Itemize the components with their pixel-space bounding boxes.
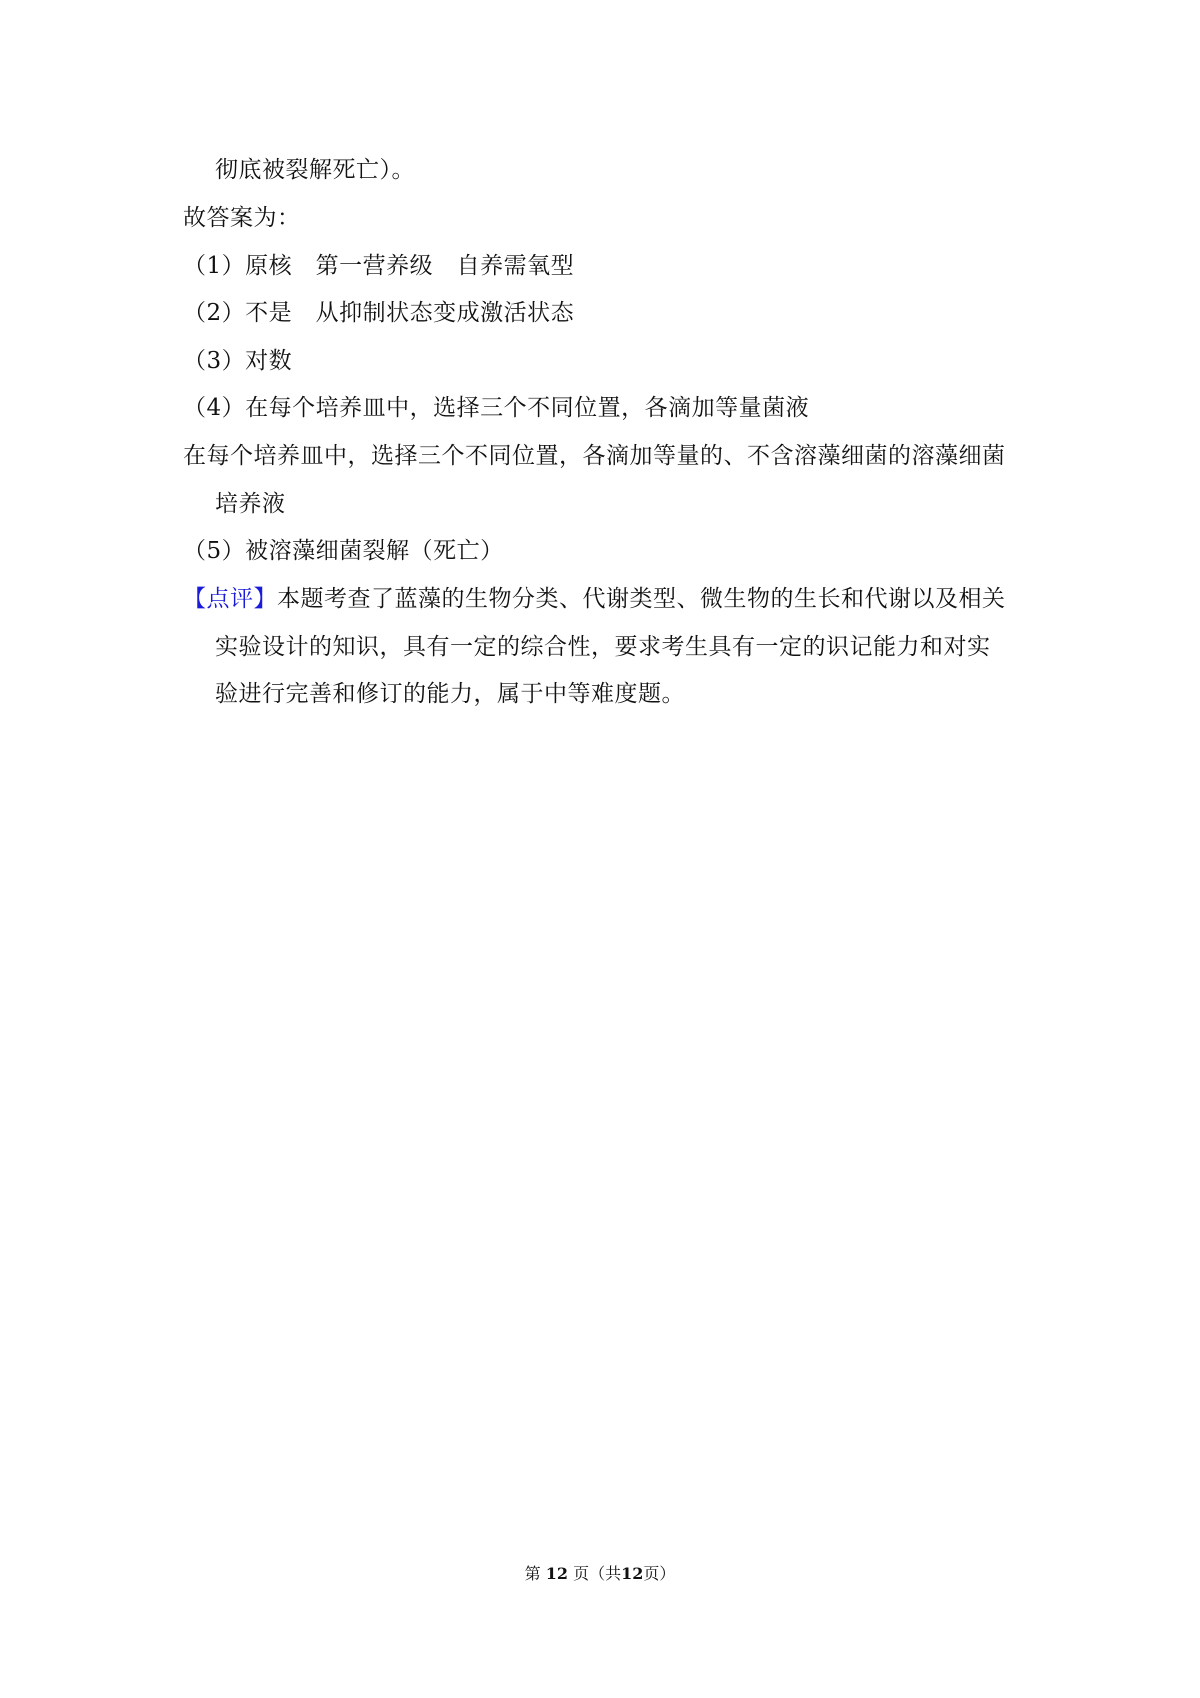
comment-tag: 【点评】 (183, 586, 277, 612)
footer-suffix: 页） (643, 1564, 676, 1583)
answer-item-4-wrap: 培养液 (215, 491, 286, 517)
answer-item-5: （5）被溶藻细菌裂解（死亡） (183, 538, 504, 564)
answer-item-3: （3）对数 (183, 348, 293, 374)
answer-heading: 故答案为： (183, 205, 301, 231)
footer-total-pages: 12 (621, 1564, 644, 1583)
footer-middle: 页（共 (573, 1564, 622, 1583)
answer-item-4: （4）在每个培养皿中，选择三个不同位置，各滴加等量菌液 (183, 395, 810, 421)
comment-text: 本题考查了蓝藻的生物分类、代谢类型、微生物的生长和代谢以及相关 (277, 586, 1006, 612)
answer-item-1: （1）原核 第一营养级 自养需氧型 (183, 253, 575, 279)
answer-item-2: （2）不是 从抑制状态变成激活状态 (183, 300, 575, 326)
comment-line-2: 实验设计的知识，具有一定的综合性，要求考生具有一定的识记能力和对实 (215, 634, 991, 660)
footer-prefix: 第 (524, 1564, 541, 1583)
page-footer (0, 1563, 1200, 1585)
comment-line-1 (183, 584, 1006, 614)
comment-line-3: 验进行完善和修订的能力，属于中等难度题。 (215, 681, 685, 707)
text-line: 彻底被裂解死亡）。 (215, 157, 415, 183)
footer-page-number: 12 (545, 1564, 568, 1583)
answer-item-4-continued: 在每个培养皿中，选择三个不同位置，各滴加等量的、不含溶藻细菌的溶藻细菌 (183, 443, 1006, 469)
